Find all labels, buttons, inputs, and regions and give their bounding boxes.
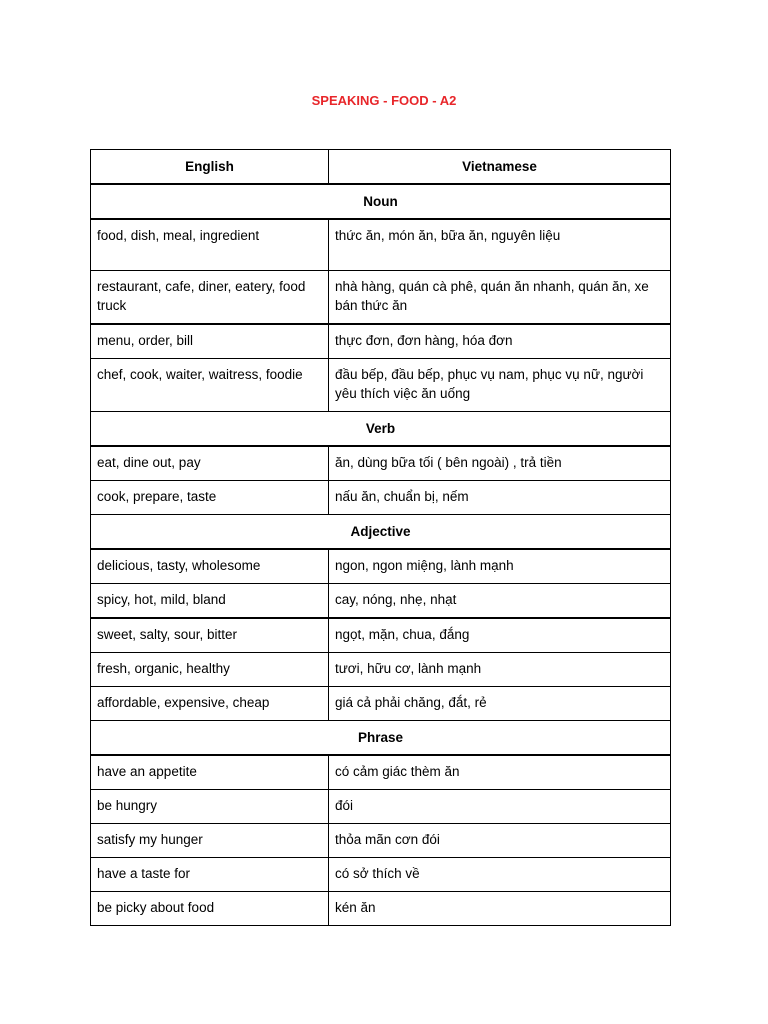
table-row xyxy=(91,687,671,721)
vietnamese-cell: thức ăn, món ăn, bữa ăn, nguyên liệu xyxy=(329,219,671,271)
section-label: Phrase xyxy=(91,721,671,756)
table-row xyxy=(91,755,671,790)
table-row xyxy=(91,359,671,412)
english-cell: satisfy my hunger xyxy=(91,824,329,858)
vocabulary-table xyxy=(90,149,671,926)
table-row xyxy=(91,324,671,359)
table-header-row xyxy=(91,150,671,185)
table-row xyxy=(91,219,671,271)
english-cell: fresh, organic, healthy xyxy=(91,653,329,687)
english-cell: have a taste for xyxy=(91,858,329,892)
english-cell: have an appetite xyxy=(91,755,329,790)
english-cell: sweet, salty, sour, bitter xyxy=(91,618,329,653)
vietnamese-cell: tươi, hữu cơ, lành mạnh xyxy=(329,653,671,687)
page-title: SPEAKING - FOOD - A2 xyxy=(311,93,457,108)
english-cell: affordable, expensive, cheap xyxy=(91,687,329,721)
table-row xyxy=(91,584,671,619)
english-cell: food, dish, meal, ingredient xyxy=(91,219,329,271)
table-row xyxy=(91,653,671,687)
table-row xyxy=(91,618,671,653)
vietnamese-cell: đói xyxy=(329,790,671,824)
table-row xyxy=(91,824,671,858)
vietnamese-cell: ăn, dùng bữa tối ( bên ngoài) , trả tiền xyxy=(329,446,671,481)
vietnamese-cell: ngọt, mặn, chua, đắng xyxy=(329,618,671,653)
vietnamese-cell: thực đơn, đơn hàng, hóa đơn xyxy=(329,324,671,359)
english-cell: delicious, tasty, wholesome xyxy=(91,549,329,584)
column-header-vietnamese: Vietnamese xyxy=(329,150,671,185)
english-cell: cook, prepare, taste xyxy=(91,481,329,515)
table-row xyxy=(91,446,671,481)
column-header-english: English xyxy=(91,150,329,185)
table-row xyxy=(91,481,671,515)
section-header-phrase xyxy=(91,721,671,756)
section-header-noun xyxy=(91,184,671,219)
english-cell: be hungry xyxy=(91,790,329,824)
vietnamese-cell: nhà hàng, quán cà phê, quán ăn nhanh, quán ăn, xe bán thức ăn xyxy=(329,271,671,325)
vietnamese-cell: nấu ăn, chuẩn bị, nếm xyxy=(329,481,671,515)
vietnamese-cell: cay, nóng, nhẹ, nhạt xyxy=(329,584,671,619)
english-cell: chef, cook, waiter, waitress, foodie xyxy=(91,359,329,412)
english-cell: spicy, hot, mild, bland xyxy=(91,584,329,619)
english-cell: be picky about food xyxy=(91,892,329,926)
section-header-adjective xyxy=(91,515,671,550)
vietnamese-cell: kén ăn xyxy=(329,892,671,926)
english-cell: eat, dine out, pay xyxy=(91,446,329,481)
table-row xyxy=(91,790,671,824)
section-header-verb xyxy=(91,412,671,447)
table-row xyxy=(91,271,671,325)
english-cell: restaurant, cafe, diner, eatery, food truck xyxy=(91,271,329,325)
vietnamese-cell: có sở thích về xyxy=(329,858,671,892)
vietnamese-cell: thỏa mãn cơn đói xyxy=(329,824,671,858)
section-label: Adjective xyxy=(91,515,671,550)
section-label: Noun xyxy=(91,184,671,219)
table-row xyxy=(91,858,671,892)
english-cell: menu, order, bill xyxy=(91,324,329,359)
vietnamese-cell: giá cả phải chăng, đắt, rẻ xyxy=(329,687,671,721)
table-row xyxy=(91,892,671,926)
vietnamese-cell: ngon, ngon miệng, lành mạnh xyxy=(329,549,671,584)
vietnamese-cell: đầu bếp, đầu bếp, phục vụ nam, phục vụ nữ, người yêu thích việc ăn uống xyxy=(329,359,671,412)
vietnamese-cell: có cảm giác thèm ăn xyxy=(329,755,671,790)
table-row xyxy=(91,549,671,584)
section-label: Verb xyxy=(91,412,671,447)
